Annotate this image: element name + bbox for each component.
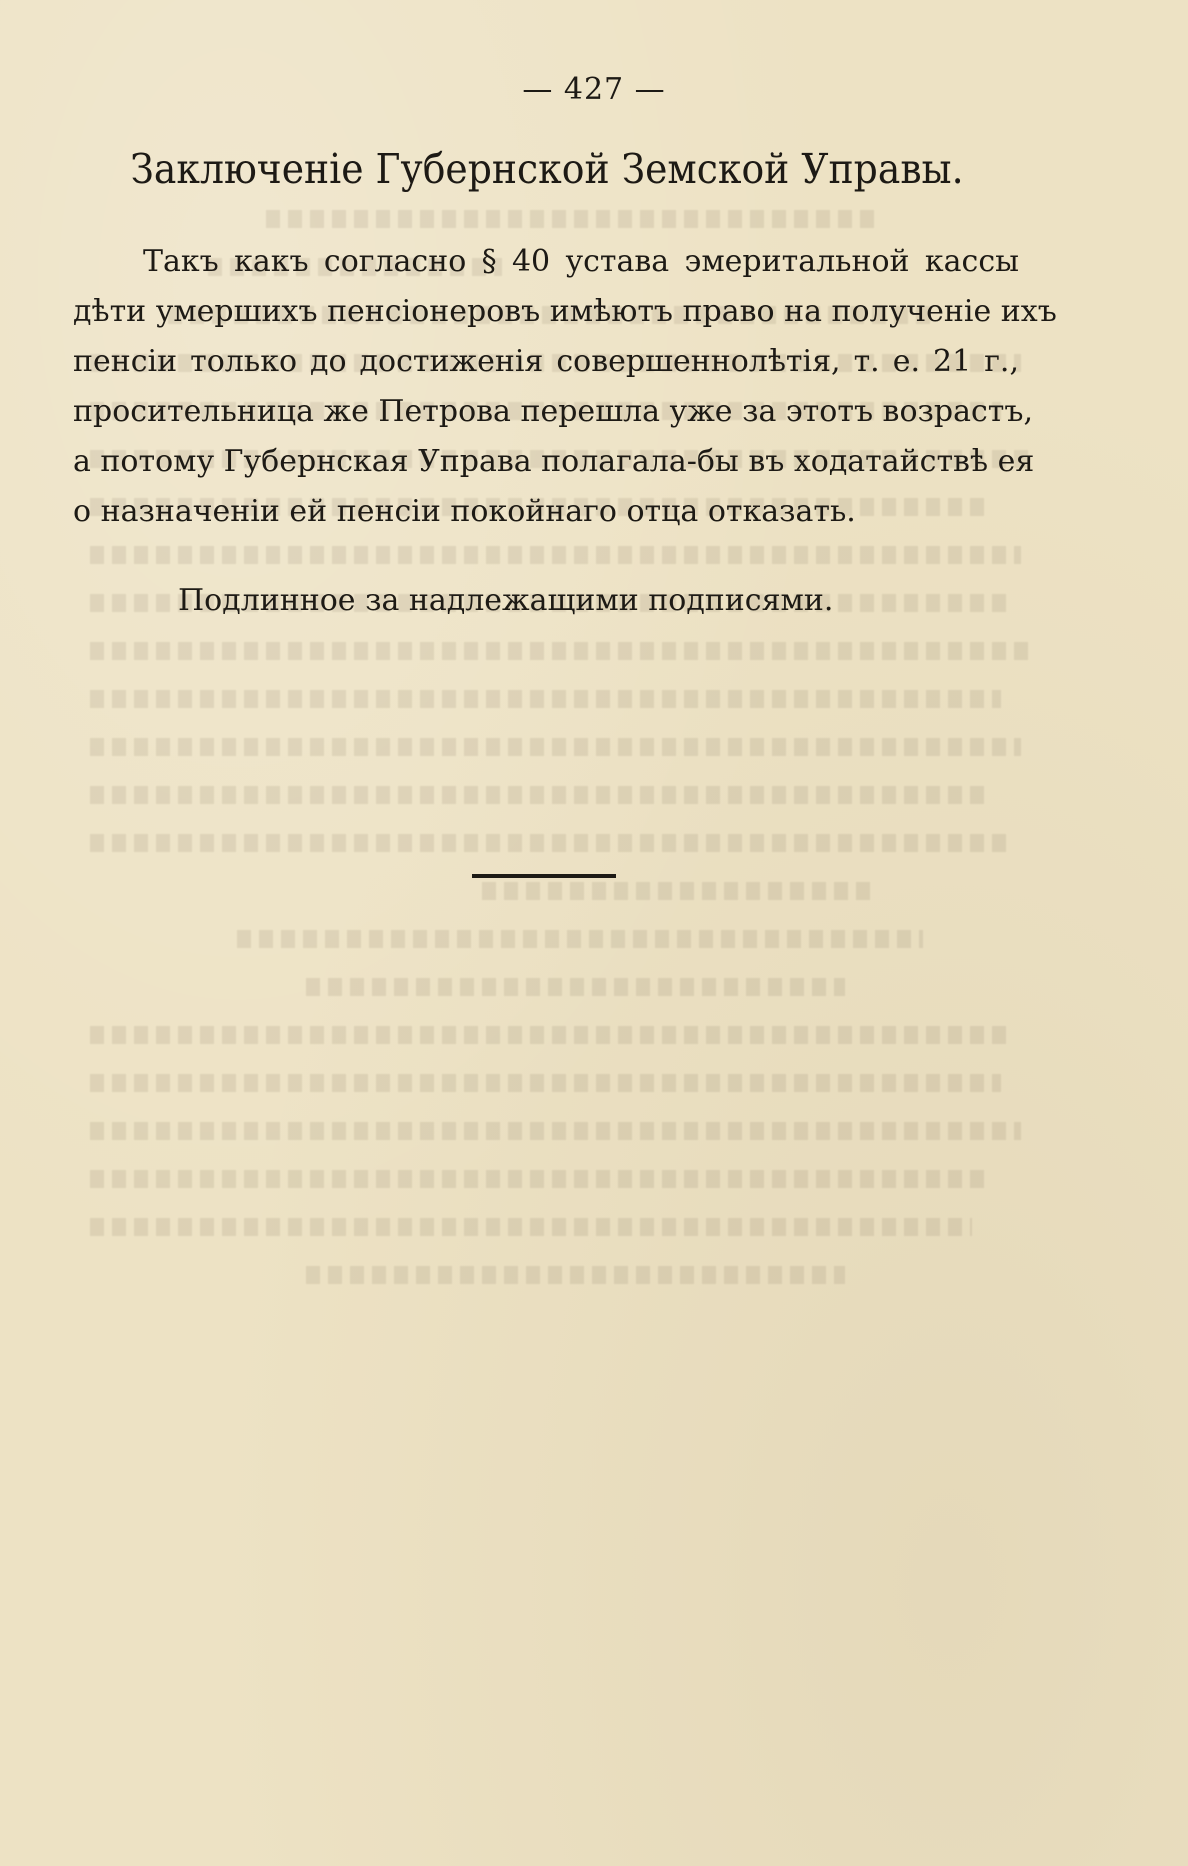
page-number: — 427 — xyxy=(522,72,666,107)
paragraph-line: Такъ какъ согласно § 40 устава эмеритальной кассы xyxy=(143,244,1019,279)
paragraph-line: а потому Губернская Управа полагала-бы въ ходатайствѣ ея xyxy=(73,444,1035,479)
paragraph-line: пенсiи только до достиженiя совершеннолѣтiя, т. е. 21 г., xyxy=(73,344,1019,379)
body-paragraph xyxy=(73,237,1057,537)
section-heading: Заключенiе Губернской Земской Управы. xyxy=(130,145,964,193)
signature-note: Подлинное за надлежащими подписями. xyxy=(178,583,834,618)
closing-rule xyxy=(472,874,616,878)
paragraph-line: просительница же Петрова перешла уже за этотъ возрастъ, xyxy=(73,394,1033,429)
paragraph-line: о назначенiи ей пенсiи покойнаго отца отказать. xyxy=(73,494,856,529)
paragraph-line: дѣти умершихъ пенсiонеровъ имѣютъ право на полученiе ихъ xyxy=(73,294,1057,329)
